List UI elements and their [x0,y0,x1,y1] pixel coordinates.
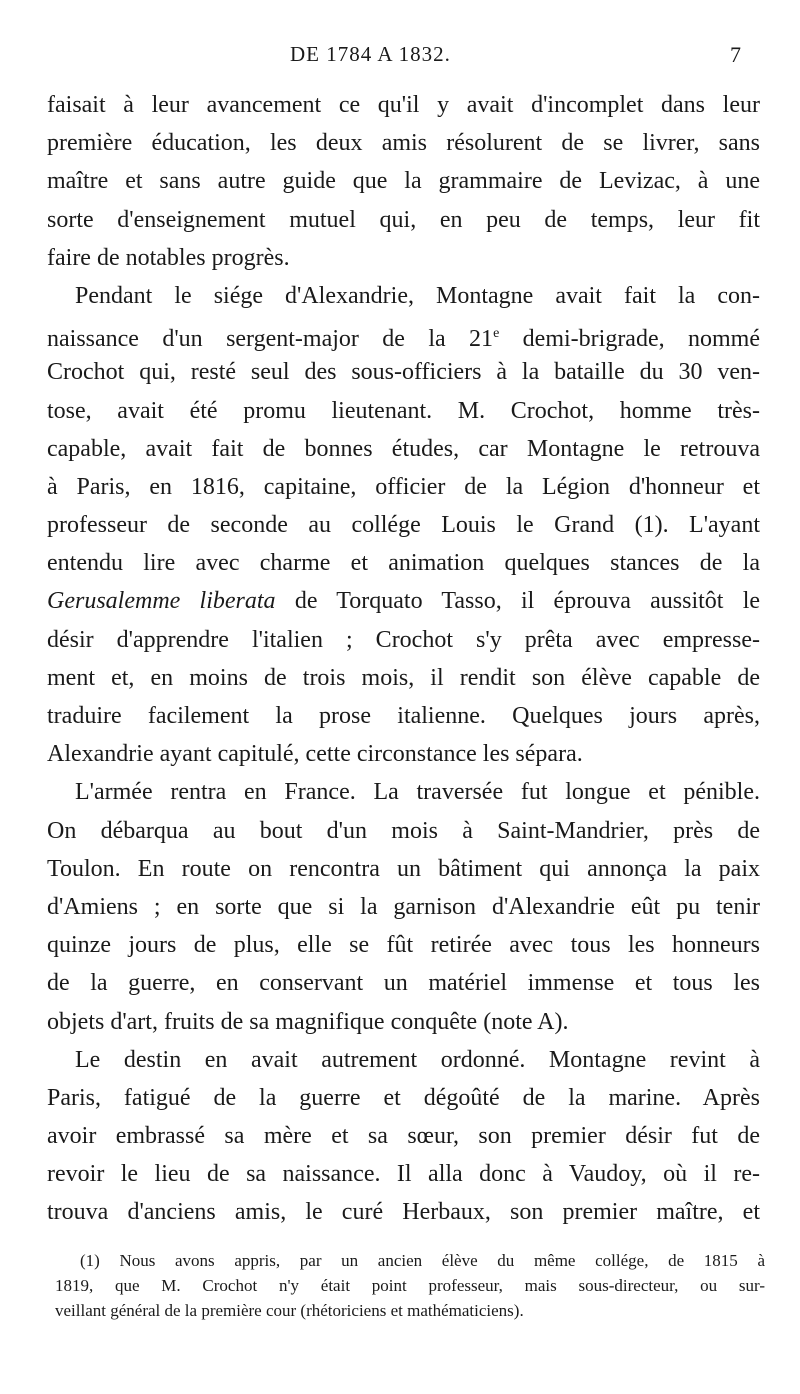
text-line: Toulon. En route on rencontra un bâtiment qui annonça la paix [47,855,760,882]
text-line: Paris, fatigué de la guerre et dégoûté de la marine. Après [47,1084,760,1111]
text-line: naissance d'un sergent-major de la 21e demi-brigrade, nommé [47,326,760,353]
text-line: L'armée rentra en France. La traversée fut longue et pénible. [75,779,760,806]
text-line: quinze jours de plus, elle se fût retirée avec tous les honneurs [47,932,760,959]
text-line: sorte d'enseignement mutuel qui, en peu de temps, leur fit [47,206,760,233]
text-line: capable, avait fait de bonnes études, car Montagne le retrouva [47,435,760,462]
text-line: Gerusalemme liberata de Torquato Tasso, il éprouva aussitôt le [47,588,760,615]
text-line: à Paris, en 1816, capitaine, officier de la Légion d'honneur et [47,473,760,500]
text-line: traduire facilement la prose italienne. Quelques jours après, [47,703,760,729]
text-line: Le destin en avait autrement ordonné. Montagne revint à [75,1046,760,1073]
footnotes [55,1248,765,1323]
text-line: objets d'art, fruits de sa magnifique conquête (note A). [47,1008,569,1035]
text-line: première éducation, les deux amis résolurent de se livrer, sans [47,130,760,157]
text-line: faire de notables progrès. [47,244,290,271]
footnote-line: (1) Nous avons appris, par un ancien élève du même collége, de 1815 à [80,1251,765,1270]
text-line: entendu lire avec charme et animation quelques stances de la [47,550,760,577]
book-title: Gerusalemme liberata [47,588,276,615]
text-line: avoir embrassé sa mère et sa sœur, son premier désir fut de [47,1123,760,1150]
text-line: faisait à leur avancement ce qu'il y avait d'incomplet dans leur [47,92,760,118]
footnote-line: veillant général de la première cour (rhétoriciens et mathématiciens). [55,1301,524,1320]
text-line: On débarqua au bout d'un mois à Saint-Mandrier, près de [47,817,760,844]
text-line: ment et, en moins de trois mois, il rendit son élève capable de [47,664,760,691]
text-line: revoir le lieu de sa naissance. Il alla donc à Vaudoy, où il re- [47,1161,760,1188]
text-line: désir d'apprendre l'italien ; Crochot s'y prêta avec empresse- [47,626,760,653]
text-line: maître et sans autre guide que la grammaire de Levizac, à une [47,168,760,195]
body-text [47,86,760,1232]
text-line: Alexandrie ayant capitulé, cette circonstance les sépara. [47,741,583,768]
footnote-line: 1819, que M. Crochot n'y était point professeur, mais sous-directeur, ou sur- [55,1276,765,1295]
text-line: de la guerre, en conservant un matériel immense et tous les [47,970,760,997]
text-line: trouva d'anciens amis, le curé Herbaux, son premier maître, et [47,1199,760,1226]
page-number: 7 [730,42,741,67]
running-title: DE 1784 A 1832. [290,42,451,66]
text-line: professeur de seconde au collége Louis le Grand (1). L'ayant [47,512,760,539]
text-line: Crochot qui, resté seul des sous-officiers à la bataille du 30 ven- [47,359,760,386]
text-line: tose, avait été promu lieutenant. M. Crochot, homme très- [47,397,760,424]
ordinal-suffix: e [493,326,500,342]
page-header [0,42,800,72]
text-line: Pendant le siége d'Alexandrie, Montagne avait fait la con- [75,282,760,309]
text-line: d'Amiens ; en sorte que si la garnison d'Alexandrie eût pu tenir [47,893,760,920]
